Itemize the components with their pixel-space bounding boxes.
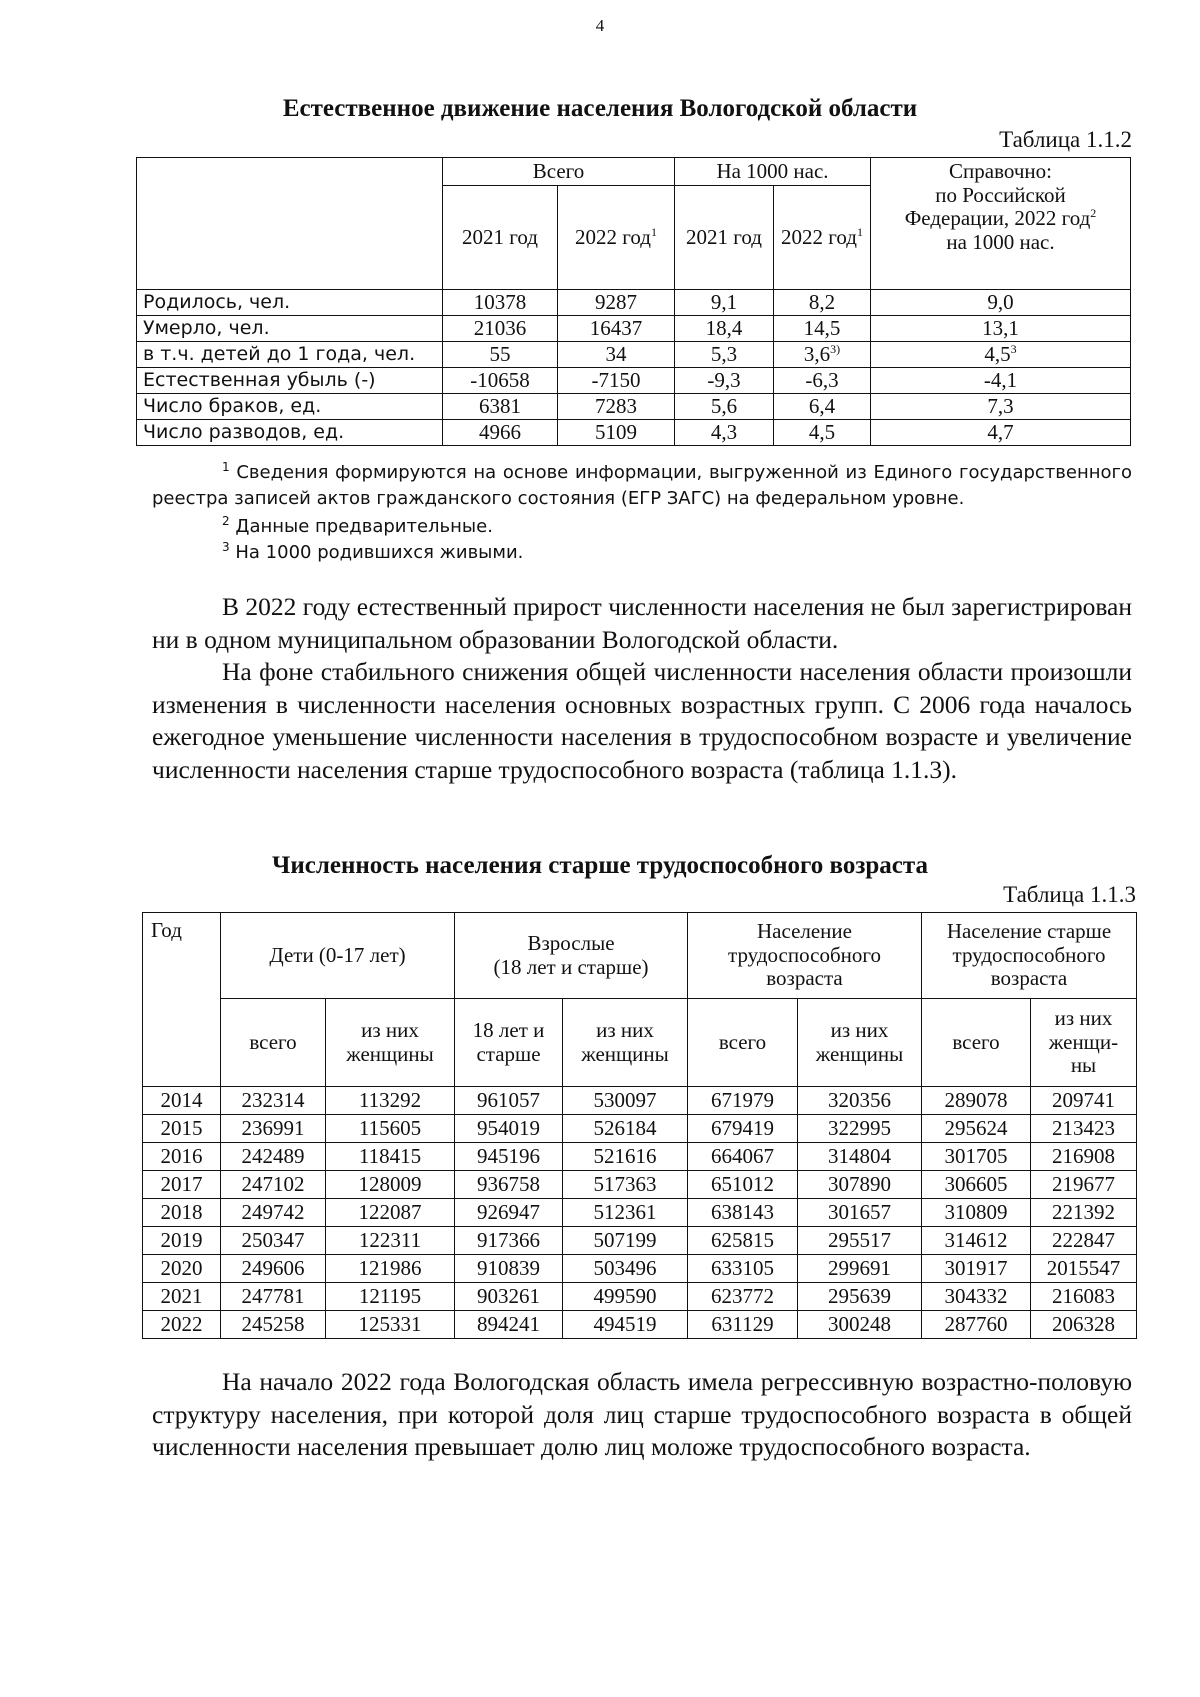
table2-year-cell: 2016	[143, 1143, 221, 1171]
table2-head-god: Год	[143, 913, 221, 1087]
table2-value-cell: 287760	[922, 1311, 1031, 1339]
table2-value-cell: 301657	[798, 1199, 922, 1227]
table2-value-cell: 638143	[688, 1199, 798, 1227]
footnote-2: $^2$ Данные предварительные.	[222, 514, 493, 537]
table2-value-cell: 245258	[221, 1311, 326, 1339]
table2-value-cell: 507199	[563, 1227, 688, 1255]
table1-head-2022: 2022 год$^1$	[558, 186, 675, 290]
table2-value-cell: 903261	[455, 1283, 563, 1311]
table1-head-2021: 2021 год	[443, 186, 558, 290]
table2-year-cell: 2018	[143, 1199, 221, 1227]
table2-value-cell: 113292	[326, 1087, 455, 1115]
table2-value-cell: 494519	[563, 1311, 688, 1339]
table2-value-cell: 219677	[1031, 1171, 1137, 1199]
table2-value-cell: 213423	[1031, 1115, 1137, 1143]
table1-row: Умерло, чел. 21036 16437 18,4 14,5 13,1	[137, 316, 1131, 342]
table2-value-cell: 299691	[798, 1255, 922, 1283]
table2-head-trud-vsego: всего	[688, 999, 798, 1087]
table2-value-cell: 314804	[798, 1143, 922, 1171]
table2-value-cell: 910839	[455, 1255, 563, 1283]
table1-head-rate-2021: 2021 год	[675, 186, 774, 290]
table2-year-cell: 2019	[143, 1227, 221, 1255]
table2-value-cell: 679419	[688, 1115, 798, 1143]
table2-value-cell: 125331	[326, 1311, 455, 1339]
table2-row	[143, 1171, 1137, 1199]
table1-head-rate-2022: 2022 год$^1$	[774, 186, 871, 290]
table2-head-starshe-vsego: всего	[922, 999, 1031, 1087]
table2-value-cell: 295624	[922, 1115, 1031, 1143]
table2-value-cell: 289078	[922, 1087, 1031, 1115]
table2-value-cell: 247781	[221, 1283, 326, 1311]
page-number: 4	[595, 16, 605, 35]
table2-value-cell: 216908	[1031, 1143, 1137, 1171]
table2-value-cell: 307890	[798, 1171, 922, 1199]
table2-value-cell: 499590	[563, 1283, 688, 1311]
table2-value-cell: 530097	[563, 1087, 688, 1115]
table2-value-cell: 122087	[326, 1199, 455, 1227]
table2-label: Таблица 1.1.3	[1003, 882, 1136, 907]
table1-head-spravochno-line2: по Российской	[935, 182, 1066, 207]
table2-year-cell: 2014	[143, 1087, 221, 1115]
table2-year-cell: 2017	[143, 1171, 221, 1199]
paragraph-3: На начало 2022 года Вологодская область имела регрессивную возрастно-половую структуру населения, при которой доля лиц старше трудоспособного возраста в общей численности населения превышает долю лиц моложе трудоспособного возраста.	[152, 1367, 1132, 1461]
table2-value-cell: 651012	[688, 1171, 798, 1199]
footnote-3: $^3$ На 1000 родившихся живыми.	[222, 540, 524, 563]
table2-value-cell: 521616	[563, 1143, 688, 1171]
table2-value-cell: 664067	[688, 1143, 798, 1171]
table1-row: Число разводов, ед. 4966 5109 4,3 4,5 4,7	[137, 420, 1131, 446]
table2-value-cell: 936758	[455, 1171, 563, 1199]
table2-value-cell: 322995	[798, 1115, 922, 1143]
table2-value-cell: 961057	[455, 1087, 563, 1115]
table2-value-cell: 517363	[563, 1171, 688, 1199]
table2-head-starshe: Население старше трудоспособного возраста	[922, 913, 1137, 999]
table1-head-spravochno-line3: Федерации, 2022 год$^2$	[904, 206, 1097, 231]
table2-value-cell: 216083	[1031, 1283, 1137, 1311]
table2-value-cell: 250347	[221, 1227, 326, 1255]
table2-year-cell: 2015	[143, 1115, 221, 1143]
body-text-1	[152, 591, 1132, 786]
table2-value-cell: 304332	[922, 1283, 1031, 1311]
table2-year-cell: 2020	[143, 1255, 221, 1283]
table2-body	[143, 1087, 1137, 1339]
table2-value-cell: 295639	[798, 1283, 922, 1311]
table2-value-cell: 118415	[326, 1143, 455, 1171]
table2-value-cell: 2015547	[1031, 1255, 1137, 1283]
table2-head-trud-women: из них женщины	[798, 999, 922, 1087]
table2-value-cell: 232314	[221, 1087, 326, 1115]
table2-value-cell: 121986	[326, 1255, 455, 1283]
table2-value-cell: 206328	[1031, 1311, 1137, 1339]
table1-head-spravochno	[871, 158, 1131, 290]
table2-value-cell: 623772	[688, 1283, 798, 1311]
table2-value-cell: 209741	[1031, 1087, 1137, 1115]
table2-value-cell: 320356	[798, 1087, 922, 1115]
table2-value-cell: 503496	[563, 1255, 688, 1283]
table2-value-cell: 306605	[922, 1171, 1031, 1199]
table2-row	[143, 1227, 1137, 1255]
table2-value-cell: 128009	[326, 1171, 455, 1199]
table2-value-cell: 625815	[688, 1227, 798, 1255]
table2-value-cell: 301705	[922, 1143, 1031, 1171]
table2-head-vzroslye: Взрослые (18 лет и старше)	[455, 913, 688, 999]
table2-value-cell: 222847	[1031, 1227, 1137, 1255]
table2-value-cell: 242489	[221, 1143, 326, 1171]
table1-head-vsego: Всего	[443, 158, 675, 186]
table2-value-cell: 894241	[455, 1311, 563, 1339]
table2-value-cell: 301917	[922, 1255, 1031, 1283]
table2-row	[143, 1311, 1137, 1339]
paragraph-1: В 2022 году естественный прирост численности населения не был зарегистрирован ни в одном муниципальном образовании Вологодской области.	[152, 592, 1132, 654]
natural-movement-table	[136, 157, 1131, 446]
table2-head-starshe-women: из них женщи- ны	[1031, 999, 1137, 1087]
table2-title: Численность населения старше трудоспособного возраста	[272, 852, 928, 879]
table2-row	[143, 1199, 1137, 1227]
table2-head-deti-women: из них женщины	[326, 999, 455, 1087]
table2-value-cell: 249606	[221, 1255, 326, 1283]
table2-value-cell: 121195	[326, 1283, 455, 1311]
table2-value-cell: 954019	[455, 1115, 563, 1143]
table1-row: Число браков, ед. 6381 7283 5,6 6,4 7,3	[137, 394, 1131, 420]
table2-year-cell: 2022	[143, 1311, 221, 1339]
table2-row	[143, 1255, 1137, 1283]
table2-head-deti: Дети (0-17 лет)	[221, 913, 455, 999]
table1-row: в т.ч. детей до 1 года, чел. 55 34 5,3 3,6$^{3)}$ $4,5^3$	[137, 342, 1131, 368]
footnote-1: $^1$ Сведения формируются на основе информации, выгруженной из Единого государственного реестра записей актов гражданского состояния (ЕГР ЗАГС) на федеральном уровне.	[152, 460, 1132, 509]
table2-value-cell: 247102	[221, 1171, 326, 1199]
table2-value-cell: 671979	[688, 1087, 798, 1115]
table2-value-cell: 945196	[455, 1143, 563, 1171]
table1-corner-cell	[137, 158, 443, 290]
table2-value-cell: 310809	[922, 1199, 1031, 1227]
table2-head-vzroslye-women: из них женщины	[563, 999, 688, 1087]
table2-value-cell: 295517	[798, 1227, 922, 1255]
paragraph-2: На фоне стабильного снижения общей численности населения области произошли изменения в численности населения основных возрастных групп. С 2006 года началось ежегодное уменьшение численности населения в трудоспособном возрасте и увеличение численности населения старше трудоспособного возраста (таблица 1.1.3).	[152, 657, 1132, 784]
table1-row: Родилось, чел. 10378 9287 9,1 8,2 9,0	[137, 290, 1131, 316]
table2-head-trud: Население трудоспособного возраста	[688, 913, 922, 999]
table2-value-cell: 526184	[563, 1115, 688, 1143]
table2-value-cell: 314612	[922, 1227, 1031, 1255]
table2-row	[143, 1143, 1137, 1171]
table2-value-cell: 917366	[455, 1227, 563, 1255]
elderly-population-table	[142, 912, 1137, 1339]
table2-row	[143, 1283, 1137, 1311]
table2-value-cell: 631129	[688, 1311, 798, 1339]
table2-row	[143, 1115, 1137, 1143]
table1-head-na1000: На 1000 нас.	[675, 158, 871, 186]
table2-year-cell: 2021	[143, 1283, 221, 1311]
table1-head-spravochno-line1: Справочно:	[949, 159, 1052, 183]
body-text-2	[152, 1366, 1132, 1464]
table2-value-cell: 926947	[455, 1199, 563, 1227]
table2-value-cell: 633105	[688, 1255, 798, 1283]
table1-head-spravochno-line4: на 1000 нас.	[946, 229, 1055, 254]
table2-value-cell: 236991	[221, 1115, 326, 1143]
table2-row	[143, 1087, 1137, 1115]
table2-value-cell: 122311	[326, 1227, 455, 1255]
table2-value-cell: 115605	[326, 1115, 455, 1143]
table2-value-cell: 300248	[798, 1311, 922, 1339]
table2-head-18plus: 18 лет и старше	[455, 999, 563, 1087]
table1-row: Естественная убыль (-) -10658 -7150 -9,3 -6,3 -4,1	[137, 368, 1131, 394]
table1-label: Таблица 1.1.2	[999, 127, 1132, 152]
table2-value-cell: 249742	[221, 1199, 326, 1227]
table2-value-cell: 221392	[1031, 1199, 1137, 1227]
table2-head-deti-vsego: всего	[221, 999, 326, 1087]
table1-title: Естественное движение населения Вологодской области	[282, 95, 918, 122]
table2-value-cell: 512361	[563, 1199, 688, 1227]
